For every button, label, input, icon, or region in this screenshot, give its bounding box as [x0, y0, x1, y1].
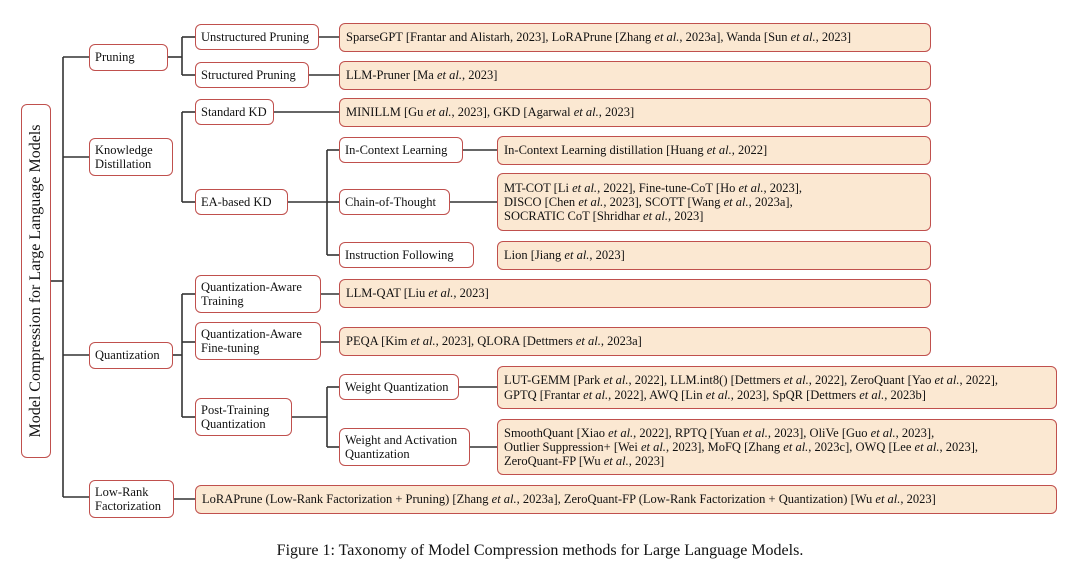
node-lowrank-label-line1: Low-Rank [95, 484, 149, 499]
leaf-text: LoRAPrune (Low-Rank Factorization + Pruning) [Zhang et al., 2023a], ZeroQuant-FP (Low-Rank Factorization + Quantization) [Wu et al., 2023] [202, 492, 936, 507]
leaf-text: PEQA [Kim et al., 2023], QLORA [Dettmers et al., 2023a] [346, 334, 642, 349]
node-in-context-learning [339, 137, 463, 163]
node-pruning-label: Pruning [95, 50, 135, 65]
leaf-in-context-learning [497, 136, 931, 165]
root-label: Model Compression for Large Language Models [27, 124, 44, 438]
leaf-text-line1: MT-COT [Li et al., 2022], Fine-tune-CoT [Ho et al., 2023], [504, 180, 803, 195]
node-cot-label: Chain-of-Thought [345, 194, 436, 209]
node-chain-of-thought [339, 189, 450, 215]
leaf-text-line2: GPTQ [Frantar et al., 2022], AWQ [Lin et al., 2023], SpQR [Dettmers et al., 2023b] [504, 387, 926, 402]
node-ea-based-kd [195, 189, 288, 215]
node-waq-label-line1: Weight and Activation [345, 432, 458, 447]
node-if-label: Instruction Following [345, 247, 454, 262]
node-unstructured-pruning [195, 24, 319, 50]
leaf-standard-kd [339, 98, 931, 127]
leaf-text: MINILLM [Gu et al., 2023], GKD [Agarwal et al., 2023] [346, 105, 635, 120]
node-waq-label-line2: Quantization [345, 447, 410, 461]
node-qat-label-line2: Training [201, 294, 244, 308]
leaf-text: Lion [Jiang et al., 2023] [504, 248, 625, 263]
leaf-weight-activation-quantization [497, 419, 1057, 475]
leaf-low-rank-factorization [195, 485, 1057, 514]
node-ea-kd-label: EA-based KD [201, 194, 272, 209]
leaf-text: In-Context Learning distillation [Huang et al., 2022] [504, 143, 768, 158]
node-quantization-aware-finetuning [195, 322, 321, 360]
leaf-text-line3: SOCRATIC CoT [Shridhar et al., 2023] [504, 209, 704, 224]
leaf-text-line1: SmoothQuant [Xiao et al., 2022], RPTQ [Yuan et al., 2023], OliVe [Guo et al., 2023], [504, 425, 935, 440]
node-low-rank-factorization [89, 480, 174, 518]
node-lowrank-label-line2: Factorization [95, 499, 161, 513]
leaf-chain-of-thought [497, 173, 931, 231]
figure-caption: Figure 1: Taxonomy of Model Compression methods for Large Language Models. [276, 542, 804, 559]
node-structured-pruning [195, 62, 309, 88]
node-qat-label-line1: Quantization-Aware [201, 279, 302, 294]
leaf-text-line1: LUT-GEMM [Park et al., 2022], LLM.int8() [Dettmers et al., 2022], ZeroQuant [Yao et al., 2022], [504, 373, 999, 388]
leaf-text: LLM-Pruner [Ma et al., 2023] [346, 68, 498, 83]
leaf-text-line2: Outlier Suppression+ [Wei et al., 2023], MoFQ [Zhang et al., 2023c], OWQ [Lee et al., 2023], [504, 439, 979, 454]
leaf-quantization-aware-training [339, 279, 931, 308]
node-instruction-following [339, 242, 474, 268]
node-pruning [89, 44, 168, 71]
node-weight-activation-quantization [339, 428, 470, 466]
node-kd-label-line2: Distillation [95, 157, 152, 171]
root-node [21, 104, 51, 458]
node-qaf-label-line1: Quantization-Aware [201, 326, 302, 341]
node-quantization-aware-training [195, 275, 321, 313]
leaf-text-line2: DISCO [Chen et al., 2023], SCOTT [Wang et al., 2023a], [504, 194, 793, 209]
node-structured-label: Structured Pruning [201, 67, 296, 82]
node-weight-quantization [339, 374, 459, 400]
node-ptq-label-line2: Quantization [201, 417, 266, 431]
leaf-quantization-aware-finetuning [339, 327, 931, 356]
leaf-text: SparseGPT [Frantar and Alistarh, 2023], LoRAPrune [Zhang et al., 2023a], Wanda [Sun et al., 2023] [346, 30, 852, 45]
node-icl-label: In-Context Learning [345, 142, 448, 157]
node-standard-kd-label: Standard KD [201, 104, 267, 119]
leaf-structured-pruning [339, 61, 931, 90]
node-standard-kd [195, 99, 274, 125]
node-ptq-label-line1: Post-Training [201, 402, 270, 417]
leaf-instruction-following [497, 241, 931, 270]
node-qaf-label-line2: Fine-tuning [201, 341, 260, 355]
leaf-weight-quantization [497, 366, 1057, 409]
node-quantization [89, 342, 173, 369]
node-unstructured-label: Unstructured Pruning [201, 29, 309, 44]
node-wq-label: Weight Quantization [345, 379, 449, 394]
leaf-unstructured-pruning [339, 23, 931, 52]
node-quantization-label: Quantization [95, 348, 160, 363]
leaf-text-line3: ZeroQuant-FP [Wu et al., 2023] [504, 454, 665, 469]
node-post-training-quantization [195, 398, 292, 436]
node-kd-label-line1: Knowledge [95, 142, 153, 157]
node-knowledge-distillation [89, 138, 173, 176]
leaf-text: LLM-QAT [Liu et al., 2023] [346, 286, 489, 301]
